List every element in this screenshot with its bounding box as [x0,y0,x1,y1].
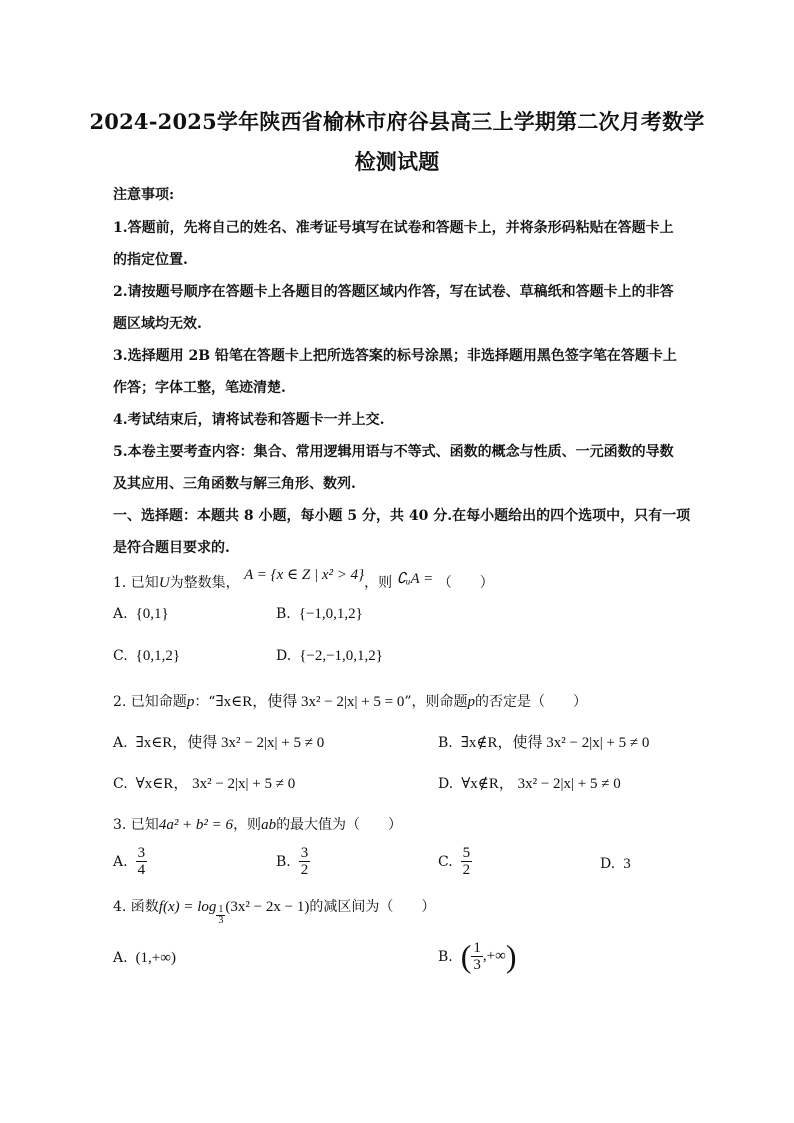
q3-option-d[interactable]: D. 3 [600,856,631,872]
function-expression: f(x) = log [158,899,217,915]
q4-option-b[interactable]: B. ( $\frac{1}{3}$ ,+∞) [438,938,517,974]
section-heading-line2: 是符合题目要求的. [113,540,230,556]
q1-option-a[interactable]: A. {0,1} [113,606,169,622]
question-1-stem: 1. 已知U为整数集， A = {x ∈ Z | x² > 4}，则 ∁ᵤA = （ ） [113,567,494,591]
left-paren: ( [460,938,472,974]
q4-option-a[interactable]: A. (1,+∞) [113,950,176,966]
notice-line-7: 4.考试结束后，请将试卷和答题卡一并上交. [113,412,385,428]
notice-line-2: 的指定位置. [113,252,188,268]
log-base-fraction: $\frac{1}{3}$ [218,904,224,926]
exam-title-line1: 2024-2025学年陕西省榆林市府谷县高三上学期第二次月考数学 [89,109,705,134]
fraction: $\frac{3}{4}$ [137,845,146,878]
q1-option-c[interactable]: C. {0,1,2} [113,648,181,664]
q1-option-d[interactable]: D. {−2,−1,0,1,2} [276,648,384,664]
question-4-stem: 4. 函数f(x) = log $\frac{1}{3}$ (3x² − 2x − 1)的减区间为（ ） [113,899,436,926]
notice-line-3: 2.请按题号顺序在答题卡上各题目的答题区域内作答，写在试卷、草稿纸和答题卡上的非答 [113,284,674,300]
notice-line-6: 作答；字体工整，笔迹清楚. [113,380,286,396]
question-2-stem: 2. 已知命题p：“∃x∈R，使得 3x² − 2|x| + 5 = 0”，则命题p的否定是（ ） [113,694,588,710]
set-u: U [158,575,170,591]
notice-line-5: 3.选择题用 2B 铅笔在答题卡上把所选答案的标号涂黑；非选择题用黑色签字笔在答题卡上 [113,348,677,364]
q3-option-c[interactable]: C. $\frac{5}{2}$ [438,845,471,878]
fraction: $\frac{5}{2}$ [462,845,471,878]
q2-option-b[interactable]: B. ∃x∉R，使得 3x² − 2|x| + 5 ≠ 0 [438,735,650,751]
notice-line-1: 1.答题前，先将自己的姓名、准考证号填写在试卷和答题卡上，并将条形码粘贴在答题卡上 [113,220,674,236]
notice-line-9: 及其应用、三角函数与解三角形、数列. [113,476,356,492]
fraction: $\frac{1}{3}$ [473,940,481,973]
exam-title-line2: 检测试题 [354,149,440,174]
q2-option-a[interactable]: A. ∃x∈R，使得 3x² − 2|x| + 5 ≠ 0 [113,735,325,751]
notice-line-4: 题区域均无效. [113,316,202,332]
question-3-stem: 3. 已知4a² + b² = 6，则ab的最大值为（ ） [113,817,403,833]
notice-heading: 注意事项: [113,187,175,203]
constraint-expression: 4a² + b² = 6 [158,817,234,833]
right-paren: ) [505,938,517,974]
set-a-definition: A = {x ∈ Z | x² > 4} [244,567,365,583]
section-heading-line1: 一、选择题：本题共 8 小题，每小题 5 分，共 40 分.在每小题给出的四个选项中，只有一项 [113,508,691,524]
q2-option-d[interactable]: D. ∀x∉R， 3x² − 2|x| + 5 ≠ 0 [438,776,621,792]
fraction: $\frac{3}{2}$ [300,845,309,878]
q3-option-b[interactable]: B. $\frac{3}{2}$ [276,845,309,878]
q2-option-c[interactable]: C. ∀x∈R， 3x² − 2|x| + 5 ≠ 0 [113,776,296,792]
q3-option-a[interactable]: A. $\frac{3}{4}$ [113,845,146,878]
complement-expression: ∁ᵤA = [396,571,434,587]
q1-option-b[interactable]: B. {−1,0,1,2} [276,606,363,622]
proposition-expression: ∃x∈R，使得 3x² − 2|x| + 5 = 0 [215,694,405,710]
notice-line-8: 5.本卷主要考查内容：集合、常用逻辑用语与不等式、函数的概念与性质、一元函数的导数 [113,444,674,460]
